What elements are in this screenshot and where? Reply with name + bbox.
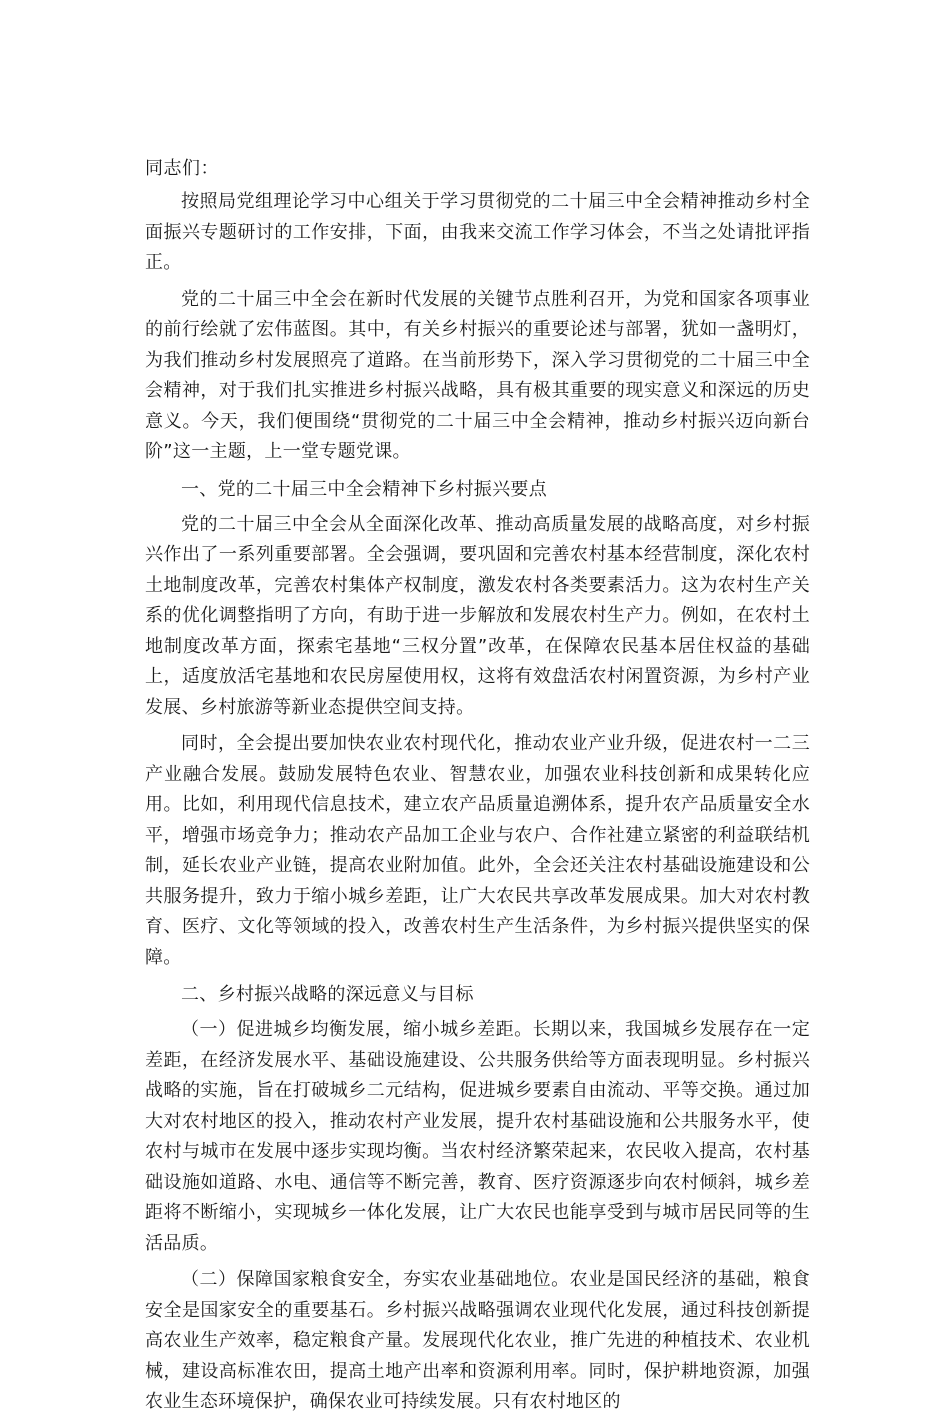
document-page <box>145 153 810 1424</box>
section-2-paragraph-1: （一）促进城乡均衡发展，缩小城乡差距。长期以来，我国城乡发展存在一定差距，在经济发展水平、基础设施建设、公共服务供给等方面表现明显。乡村振兴战略的实施，旨在打破城乡二元结构，促进城乡要素自由流动、平等交换。通过加大对农村地区的投入，推动农村产业发展，提升农村基础设施和公共服务水平，使农村与城市在发展中逐步实现均衡。当农村经济繁荣起来，农民收入提高，农村基础设施如道路、水电、通信等不断完善，教育、医疗资源逐步向农村倾斜，城乡差距将不断缩小，实现城乡一体化发展，让广大农民也能享受到与城市居民同等的生活品质。 <box>145 1019 810 1254</box>
salutation: 同志们： <box>145 158 219 179</box>
section-2-heading: 二、乡村振兴战略的深远意义与目标 <box>181 984 474 1005</box>
section-2-paragraph-2: （二）保障国家粮食安全，夯实农业基础地位。农业是国民经济的基础，粮食安全是国家安全的重要基石。乡村振兴战略强调农业现代化发展，通过科技创新提高农业生产效率，稳定粮食产量。发展现代化农业，推广先进的种植技术、农业机械，建设高标准农田，提高土地产出率和资源利用率。同时，保护耕地资源，加强农业生态环境保护，确保农业可持续发展。只有农村地区的 <box>145 1269 810 1412</box>
intro-paragraph-1: 按照局党组理论学习中心组关于学习贯彻党的二十届三中全会精神推动乡村全面振兴专题研讨的工作安排，下面，由我来交流工作学习体会，不当之处请批评指正。 <box>145 191 810 273</box>
section-1-paragraph-2: 同时，全会提出要加快农业农村现代化，推动农业产业升级，促进农村一二三产业融合发展。鼓励发展特色农业、智慧农业，加强农业科技创新和成果转化应用。比如，利用现代信息技术，建立农产品质量追溯体系，提升农产品质量安全水平，增强市场竞争力；推动农产品加工企业与农户、合作社建立紧密的利益联结机制，延长农业产业链，提高农业附加值。此外，全会还关注农村基础设施建设和公共服务提升，致力于缩小城乡差距，让广大农民共享改革发展成果。加大对农村教育、医疗、文化等领域的投入，改善农村生产生活条件，为乡村振兴提供坚实的保障。 <box>145 733 810 968</box>
section-1-paragraph-1: 党的二十届三中全会从全面深化改革、推动高质量发展的战略高度，对乡村振兴作出了一系列重要部署。全会强调，要巩固和完善农村基本经营制度，深化农村土地制度改革，完善农村集体产权制度，激发农村各类要素活力。这为农村生产关系的优化调整指明了方向，有助于进一步解放和发展农村生产力。例如，在农村土地制度改革方面，探索宅基地“三权分置”改革，在保障农民基本居住权益的基础上，适度放活宅基地和农民房屋使用权，这将有效盘活农村闲置资源，为乡村产业发展、乡村旅游等新业态提供空间支持。 <box>145 513 810 718</box>
section-1-heading: 一、党的二十届三中全会精神下乡村振兴要点 <box>181 478 547 500</box>
intro-paragraph-2: 党的二十届三中全会在新时代发展的关键节点胜利召开，为党和国家各项事业的前行绘就了宏伟蓝图。其中，有关乡村振兴的重要论述与部署，犹如一盏明灯，为我们推动乡村发展照亮了道路。在当前形势下，深入学习贯彻党的二十届三中全会精神，对于我们扎实推进乡村振兴战略，具有极其重要的现实意义和深远的历史意义。今天，我们便围绕“贯彻党的二十届三中全会精神，推动乡村振兴迈向新台阶”这一主题，上一堂专题党课。 <box>145 288 810 462</box>
